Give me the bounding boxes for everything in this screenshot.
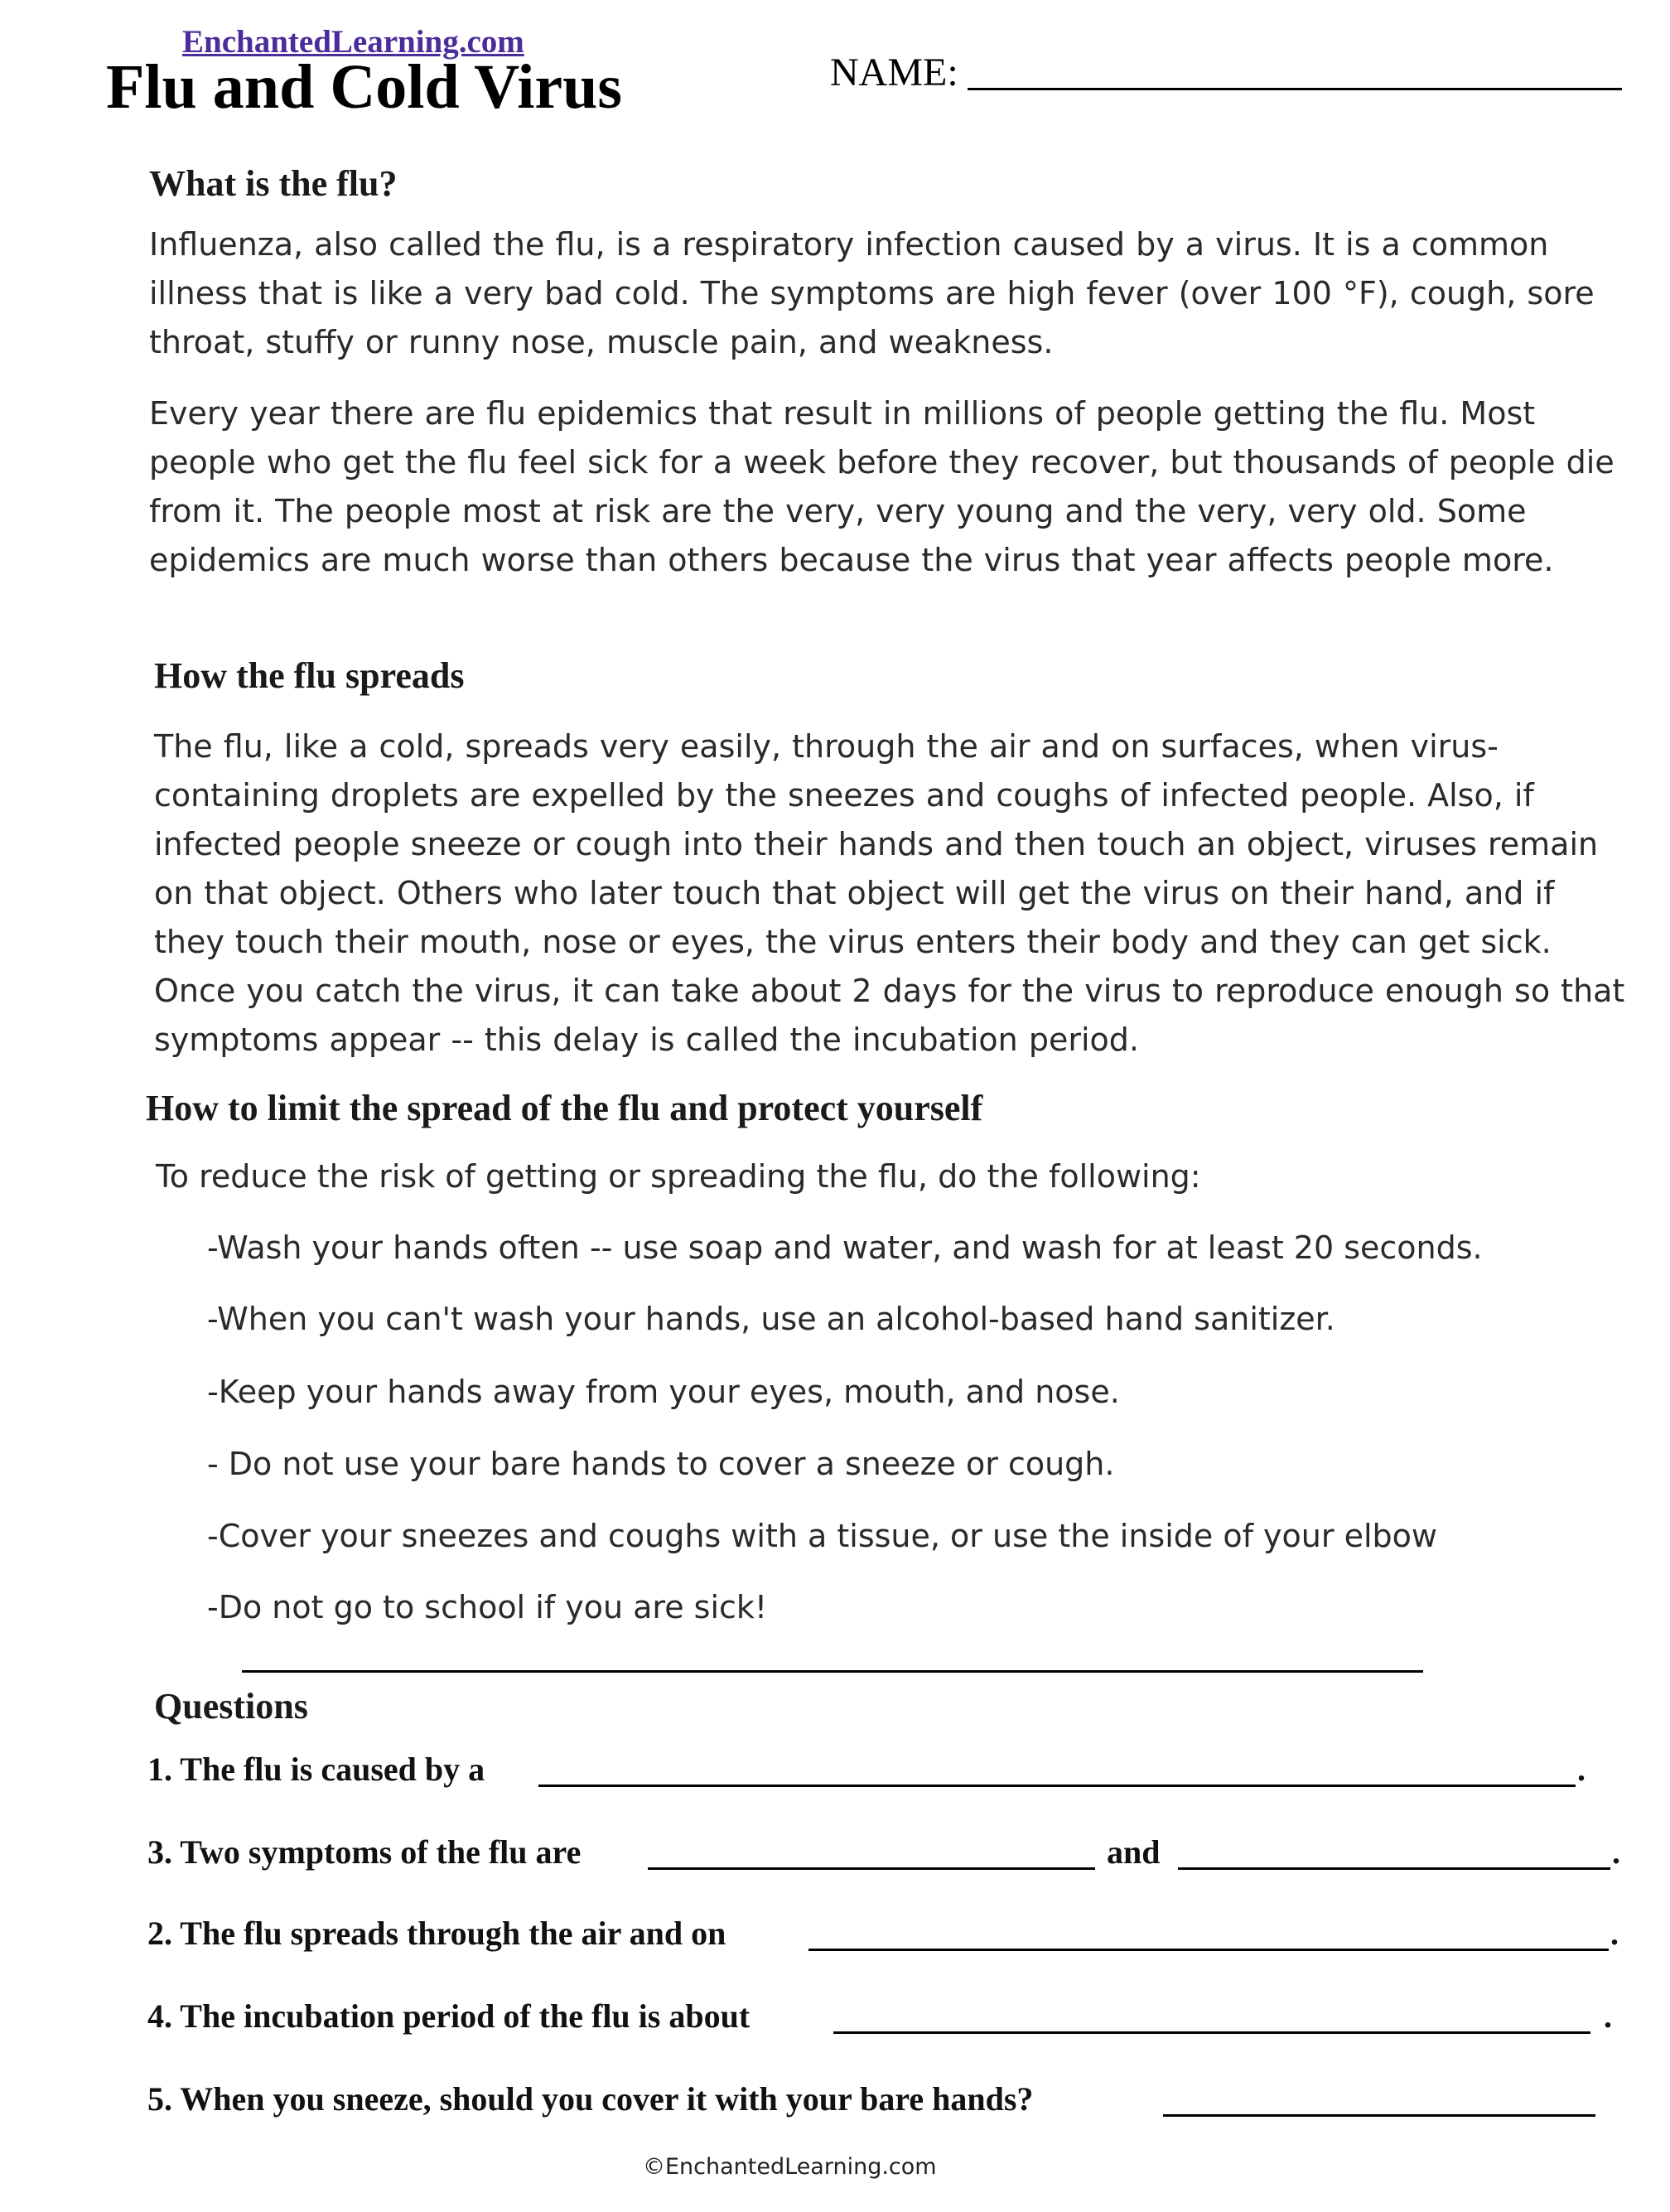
protect-bullet: -Do not go to school if you are sick! [207, 1589, 768, 1625]
question-5-answer-line[interactable] [1163, 2114, 1595, 2117]
heading-limit-spread: How to limit the spread of the flu and protect yourself [146, 1088, 983, 1128]
protect-intro: To reduce the risk of getting or spreading the flu, do the following: [156, 1158, 1201, 1195]
question-2-text: 2. The flu spreads through the air and on [147, 1915, 726, 1952]
question-3-answer-line-1[interactable] [648, 1867, 1095, 1870]
paragraph-how-flu-spreads: The flu, like a cold, spreads very easily, through the air and on surfaces, when virus-containing droplets are expelled by the sneezes and coughs of infected people. Also, if infected people sneeze or cough into their hands and then touch an object, viruses remain on that object. Others who later touch that object will get the virus on their hand, and if they touch their mouth, nose or eyes, the virus enters their body and they can get sick. Once you catch the virus, it can take about 2 days for the virus to reproduce enough so that symptoms appear -- this delay is called the incubation period. [154, 728, 1625, 1058]
protect-bullet: -Cover your sneezes and coughs with a tissue, or use the inside of your elbow [207, 1518, 1437, 1554]
heading-what-is-flu: What is the flu? [149, 163, 398, 204]
paragraph-what-is-flu-1: Influenza, also called the flu, is a respiratory infection caused by a virus. It is a common illness that is like a very bad cold. The symptoms are high fever (over 100 °F), cough, sore throat, stuffy or runny nose, muscle pain, and weakness. [149, 226, 1595, 360]
question-3-answer-line-2[interactable] [1178, 1867, 1610, 1870]
question-1-text: 1. The flu is caused by a [147, 1751, 485, 1788]
heading-how-flu-spreads: How the flu spreads [154, 655, 465, 696]
question-4-answer-line[interactable] [833, 2031, 1590, 2034]
page-title: Flu and Cold Virus [106, 52, 622, 122]
name-blank-line [968, 88, 1622, 90]
question-4-period: . [1604, 1997, 1612, 2035]
site-link[interactable]: EnchantedLearning.com [182, 24, 524, 60]
question-2-answer-line[interactable] [808, 1949, 1609, 1951]
question-3-text: 3. Two symptoms of the flu are [147, 1833, 582, 1871]
protect-bullet: -When you can't wash your hands, use an alcohol-based hand sanitizer. [207, 1301, 1335, 1337]
paragraph-what-is-flu-2: Every year there are flu epidemics that result in millions of people getting the flu. Most people who get the flu feel sick for a week before they recover, but thousands of people die from it. The people most at risk are the very, very young and the very, very old. Some epidemics are much worse than others because the virus that year affects people more. [149, 395, 1614, 578]
question-3-and: and [1107, 1833, 1161, 1871]
section-separator-line [242, 1670, 1423, 1673]
heading-questions: Questions [154, 1686, 308, 1727]
protect-bullet: -Keep your hands away from your eyes, mouth, and nose. [207, 1374, 1120, 1410]
name-label: NAME: [830, 51, 958, 94]
question-5-text: 5. When you sneeze, should you cover it with your bare hands? [147, 2080, 1034, 2118]
question-4-text: 4. The incubation period of the flu is about [147, 1997, 751, 2035]
question-1-answer-line[interactable] [538, 1785, 1576, 1787]
question-2-period: . [1610, 1915, 1619, 1952]
protect-bullet: -Wash your hands often -- use soap and water, and wash for at least 20 seconds. [207, 1229, 1483, 1266]
question-1-period: . [1577, 1751, 1586, 1788]
question-3-period: . [1612, 1833, 1620, 1871]
protect-bullet: - Do not use your bare hands to cover a sneeze or cough. [207, 1446, 1115, 1482]
copyright-notice: ©EnchantedLearning.com [643, 2154, 937, 2180]
